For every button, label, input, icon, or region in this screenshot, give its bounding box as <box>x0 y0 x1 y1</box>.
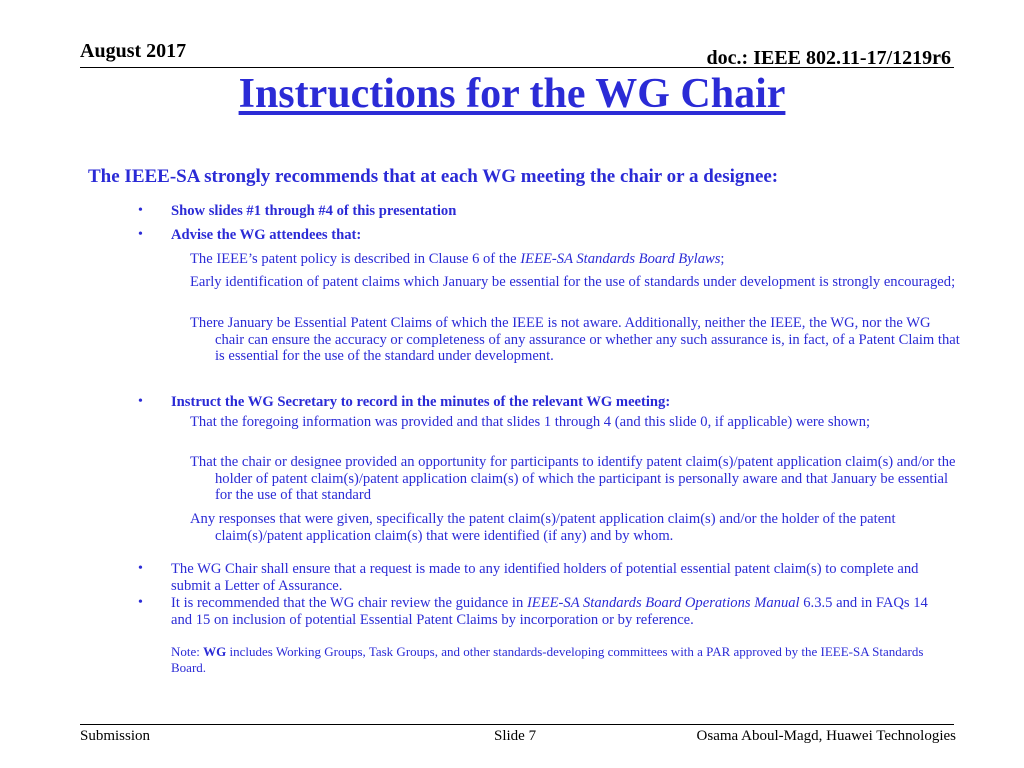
header-date: August 2017 <box>80 40 187 62</box>
slide-title: Instructions for the WG Chair <box>238 71 786 117</box>
note-text: includes Working Groups, Task Groups, and other standards-developing committees with a PAR approved by the IEEE-SA Standards Board. <box>171 644 924 675</box>
policy-text-pre: The IEEE’s patent policy is described in Clause 6 of the <box>190 251 521 267</box>
recommend-text-post: 6.3.5 and in FAQs 14 and 15 on inclusion of potential Essential Patent Claims by incorporation or by reference. <box>171 595 928 628</box>
header-rule <box>80 67 954 68</box>
policy-text-post: ; <box>720 251 725 267</box>
bullet-icon: • <box>138 394 143 409</box>
bullet-ensure-loa: The WG Chair shall ensure that a request is made to any identified holders of potential essential patent claim(s) to complete and submit a Letter of Assurance. <box>171 561 919 594</box>
advise-unaware-claims: There January be Essential Patent Claims of which the IEEE is not aware. Additionally, neither the IEEE, the WG, nor the WG chair can ensure the accuracy or completeness of any assurance or whether any such assurance is, in fact, of a Patent Claim that is essential for the use of the standard under development. <box>190 315 960 364</box>
recommend-text-pre: It is recommended that the WG chair review the guidance in <box>171 595 527 611</box>
advise-early-identification: Early identification of patent claims which January be essential for the use of standards under development is strongly encouraged; <box>190 274 956 290</box>
footer-submission: Submission <box>80 728 151 744</box>
instruct-responses: Any responses that were given, specifically the patent claim(s)/patent application claim(s) and/or the holder of the patent claim(s)/patent application claim(s) that were identified (if any) and by whom. <box>190 511 896 544</box>
bullet-recommend <box>171 595 951 628</box>
ops-manual-ref: IEEE-SA Standards Board Operations Manual <box>526 595 800 611</box>
bylaws-ref: IEEE-SA Standards Board Bylaws <box>520 251 721 267</box>
footer-rule <box>80 724 954 725</box>
instruct-opportunity: That the chair or designee provided an opportunity for participants to identify patent claim(s)/patent application claim(s) and/or the holder of patent claim(s)/patent application claim(s) of which the participant is personally aware and that January be essential for the use of that standard <box>190 454 956 503</box>
header-doc-id: doc.: IEEE 802.11-17/1219r6 <box>706 47 951 69</box>
bullet-show-slides: Show slides #1 through #4 of this presentation <box>171 203 457 219</box>
bullet-icon: • <box>138 203 143 218</box>
footer-author: Osama Aboul-Magd, Huawei Technologies <box>696 728 956 744</box>
wg-note <box>171 644 941 675</box>
footer-slide-number: Slide 7 <box>494 728 537 744</box>
bullet-icon: • <box>138 595 143 610</box>
note-prefix: Note: <box>171 644 204 659</box>
lead-text: The IEEE-SA strongly recommends that at each WG meeting the chair or a designee: <box>88 166 779 187</box>
bullet-icon: • <box>138 561 143 576</box>
bullet-instruct: Instruct the WG Secretary to record in the minutes of the relevant WG meeting: <box>171 394 671 410</box>
instruct-provided: That the foregoing information was provided and that slides 1 through 4 (and this slide 0, if applicable) were shown; <box>190 414 871 430</box>
bullet-advise: Advise the WG attendees that: <box>171 227 362 243</box>
bullet-icon: • <box>138 227 143 242</box>
advise-policy <box>190 251 960 268</box>
note-term: WG <box>203 644 227 659</box>
